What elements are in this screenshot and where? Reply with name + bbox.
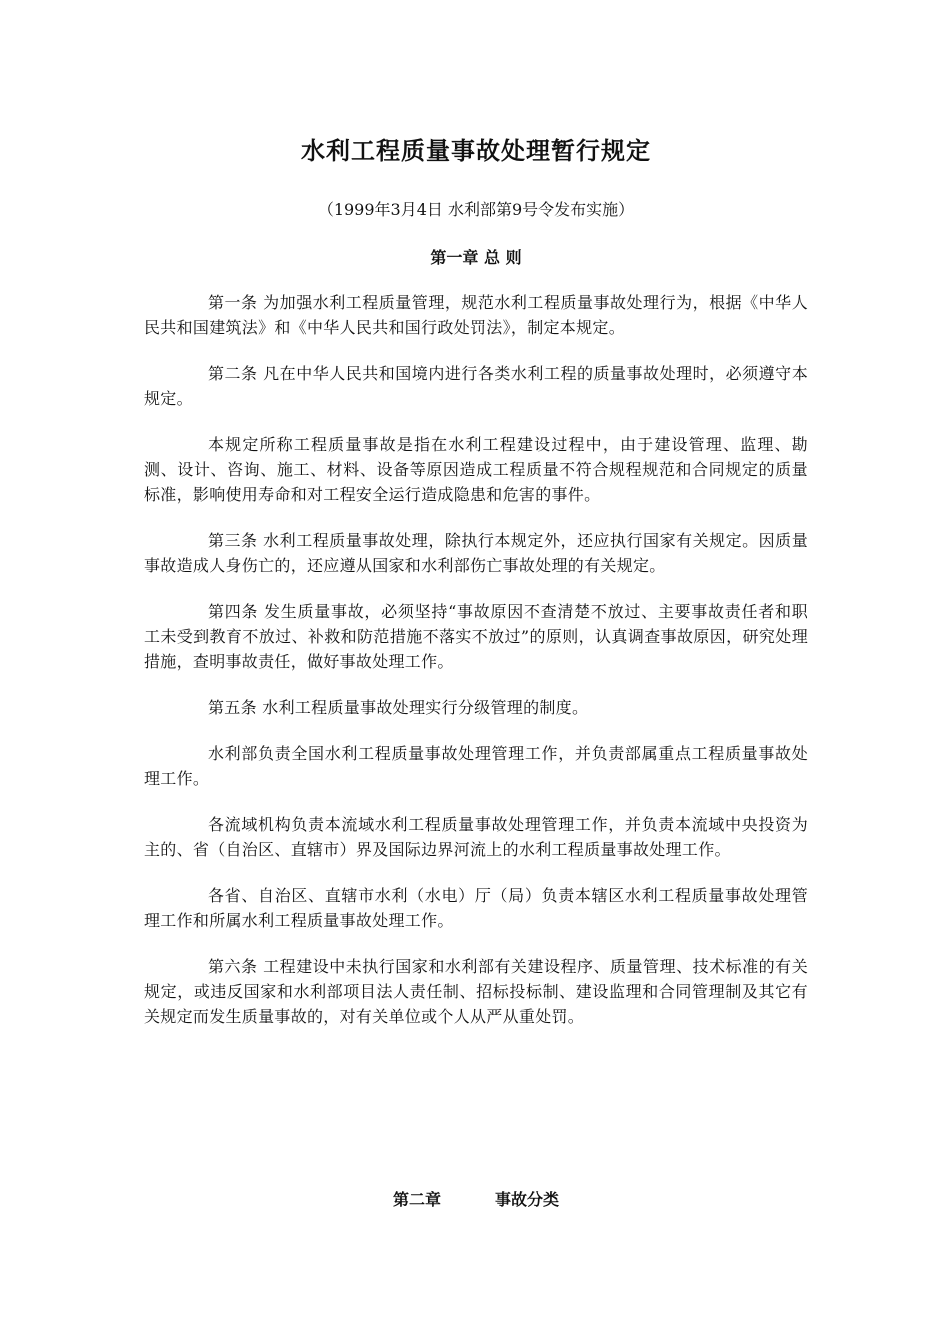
paragraph-province-duty: 各省、自治区、直辖市水利（水电）厅（局）负责本辖区水利工程质量事故处理管理工作和所属水利工程质量事故处理工作。 [144,886,808,930]
chapter-1-heading: 第一章 总 则 [430,248,522,267]
chapter-2-number: 第二章 [392,1190,441,1209]
paragraph-article-5: 第五条 水利工程质量事故处理实行分级管理的制度。 [208,698,589,717]
paragraph-article-3: 第三条 水利工程质量事故处理，除执行本规定外，还应执行国家有关规定。因质量事故造成人身伤亡的，还应遵从国家和水利部伤亡事故处理的有关规定。 [144,531,808,575]
paragraph-article-6: 第六条 工程建设中未执行国家和水利部有关建设程序、质量管理、技术标准的有关规定，或违反国家和水利部项目法人责任制、招标投标制、建设监理和合同管理制及其它有关规定而发生质量事故的，对有关单位或个人从严从重处罚。 [144,957,808,1026]
document-body [144,290,808,1050]
document-subtitle: （1999年3月4日 水利部第9号令发布实施） [317,200,635,219]
paragraph-article-1: 第一条 为加强水利工程质量管理，规范水利工程质量事故处理行为，根据《中华人民共和国建筑法》和《中华人民共和国行政处罚法》，制定本规定。 [144,293,808,337]
paragraph-definition: 本规定所称工程质量事故是指在水利工程建设过程中，由于建设管理、监理、勘测、设计、咨询、施工、材料、设备等原因造成工程质量不符合规程规范和合同规定的质量标准，影响使用寿命和对工程安全运行造成隐患和危害的事件。 [144,435,808,504]
chapter-2-heading [144,1188,808,1212]
paragraph-article-4: 第四条 发生质量事故，必须坚持“事故原因不查清楚不放过、主要事故责任者和职工未受到教育不放过、补救和防范措施不落实不放过”的原则，认真调查事故原因，研究处理措施，查明事故责任，做好事故处理工作。 [144,602,808,671]
chapter-2-name: 事故分类 [495,1190,560,1209]
paragraph-basin-duty: 各流域机构负责本流域水利工程质量事故处理管理工作，并负责本流域中央投资为主的、省（自治区、直辖市）界及国际边界河流上的水利工程质量事故处理工作。 [144,815,808,859]
paragraph-article-2: 第二条 凡在中华人民共和国境内进行各类水利工程的质量事故处理时，必须遵守本规定。 [144,364,808,408]
paragraph-ministry-duty: 水利部负责全国水利工程质量事故处理管理工作，并负责部属重点工程质量事故处理工作。 [144,744,808,788]
document-title: 水利工程质量事故处理暂行规定 [301,136,651,165]
